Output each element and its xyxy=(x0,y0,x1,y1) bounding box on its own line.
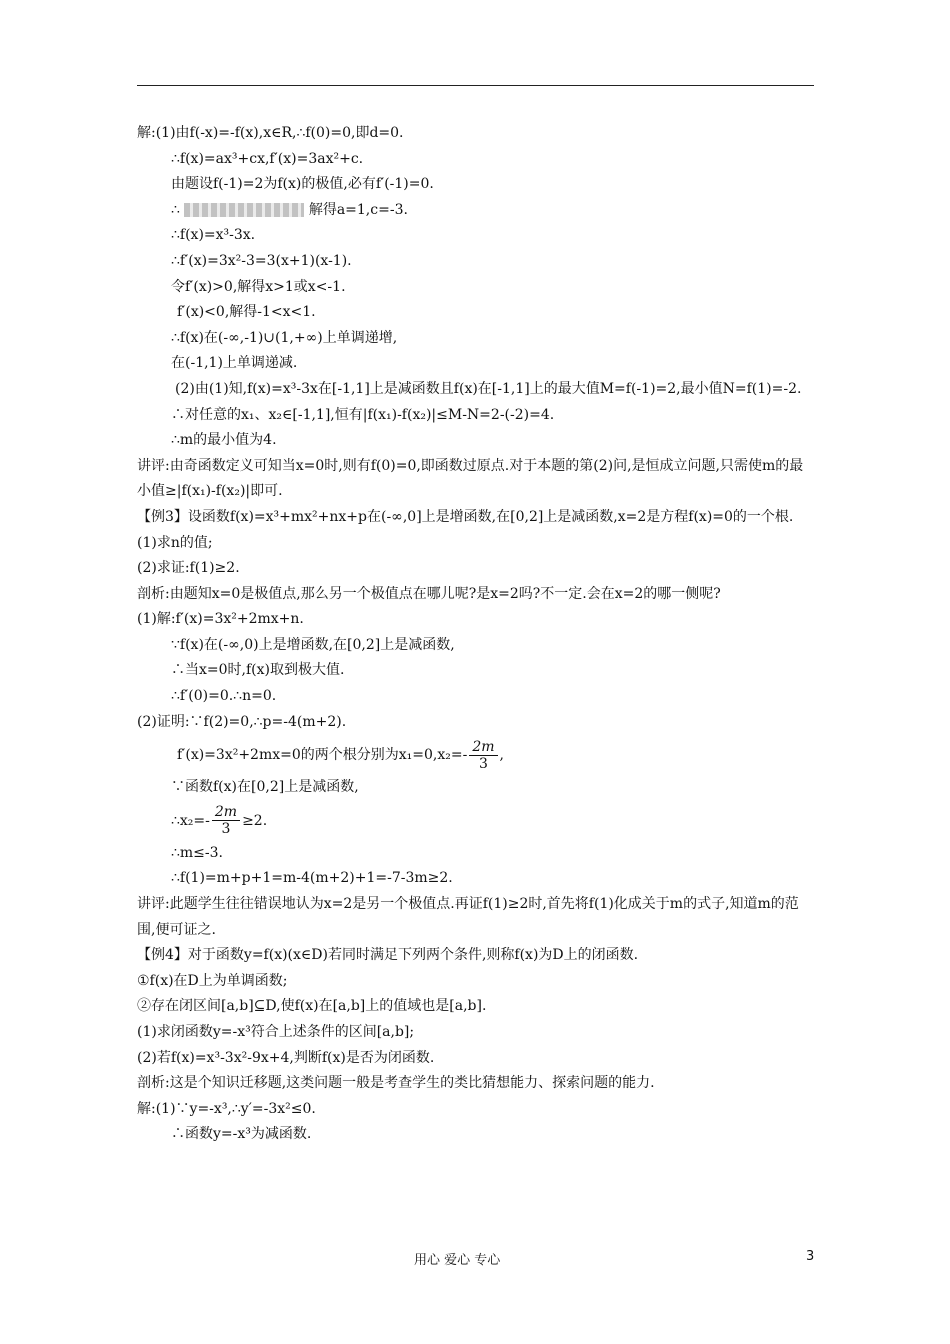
text-line-tail: , xyxy=(499,747,504,764)
text-line: (1)解:f′(x)=3x²+2mx+n. xyxy=(137,611,304,628)
text-line: ∴f(1)=m+p+1=m-4(m+2)+1=-7-3m≥2. xyxy=(171,870,453,887)
comment-paragraph: 讲评:此题学生往往错误地认为x=2是另一个极值点.再证f(1)≥2时,首先将f(1)化成关于m的式子,知道m的范围,便可证之. xyxy=(137,896,799,938)
text-line: (2)若f(x)=x³-3x²-9x+4,判断f(x)是否为闭函数. xyxy=(137,1049,435,1066)
text-line: 解:(1)由f(-x)=-f(x),x∈R,∴f(0)=0,即d=0. xyxy=(137,125,404,141)
header-rule xyxy=(137,85,814,86)
text-line: (1)求n的值; xyxy=(137,534,213,551)
analysis-paragraph: 剖析:这是个知识迁移题,这类问题一般是考查学生的类比猜想能力、探索问题的能力. xyxy=(137,1075,655,1092)
document-body xyxy=(137,121,814,1148)
text-line: ∴m≤-3. xyxy=(171,844,224,861)
fraction-denominator: 3 xyxy=(221,821,231,838)
analysis-paragraph: 剖析:由题知x=0是极值点,那么另一个极值点在哪儿呢?是x=2吗?不一定.会在x=2的哪一侧呢? xyxy=(137,585,721,602)
text-line: ∴对任意的x₁、x₂∈[-1,1],恒有|f(x₁)-f(x₂)|≤M-N=2-(-2)=4. xyxy=(171,406,555,423)
text-line: ∴f(x)在(-∞,-1)∪(1,+∞)上单调递增, xyxy=(171,329,398,346)
text-line xyxy=(137,735,814,775)
text-line: ∴m的最小值为4. xyxy=(171,432,277,449)
text-line: ∵函数f(x)在[0,2]上是减函数, xyxy=(171,779,359,796)
text-line: 在(-1,1)上单调递减. xyxy=(171,355,298,372)
text-line: ∴f′(x)=3x²-3=3(x+1)(x-1). xyxy=(171,252,352,269)
text-line: ①f(x)在D上为单调函数; xyxy=(137,972,288,989)
fraction-numerator: 2m xyxy=(469,739,497,756)
text-line: (1)求闭函数y=-x³符合上述条件的区间[a,b]; xyxy=(137,1024,415,1040)
text-line: (2)证明:∵f(2)=0,∴p=-4(m+2). xyxy=(137,713,347,730)
text-line: ∴f(x)=x³-3x. xyxy=(171,227,256,244)
text-line-head: ∴x₂=- xyxy=(171,812,210,829)
text-line: ∴f(x)=ax³+cx,f′(x)=3ax²+c. xyxy=(171,150,364,167)
example-3-statement: 【例3】设函数f(x)=x³+mx²+nx+p在(-∞,0]上是增函数,在[0,2]上是减函数,x=2是方程f(x)=0的一个根. xyxy=(137,508,794,525)
text-line-head: f′(x)=3x²+2mx=0的两个根分别为x₁=0,x₂=- xyxy=(177,747,468,764)
text-line: f′(x)<0,解得-1<x<1. xyxy=(177,304,316,321)
text-line: ∵f(x)在(-∞,0)上是增函数,在[0,2]上是减函数, xyxy=(171,636,455,653)
equation-system-image xyxy=(184,203,304,217)
text-paragraph: (2)由(1)知,f(x)=x³-3x在[-1,1]上是减函数且f(x)在[-1,1]上的最大值M=f(-1)=2,最小值N=f(1)=-2. xyxy=(175,380,802,397)
fraction-numerator: 2m xyxy=(212,804,240,821)
text-line: ∴f′(0)=0.∴n=0. xyxy=(171,688,277,705)
text-line: ∴函数y=-x³为减函数. xyxy=(171,1126,312,1143)
text-line: (2)求证:f(1)≥2. xyxy=(137,560,240,577)
comment-paragraph: 讲评:由奇函数定义可知当x=0时,则有f(0)=0,即函数过原点.对于本题的第(2)问,是恒成立问题,只需使m的最小值≥|f(x₁)-f(x₂)|即可. xyxy=(137,457,804,500)
text-line: 令f′(x)>0,解得x>1或x<-1. xyxy=(171,278,346,295)
text-line: ②存在闭区间[a,b]⊆D,使f(x)在[a,b]上的值域也是[a,b]. xyxy=(137,998,487,1015)
footer-text: 用心 爱心 专心 xyxy=(414,1253,501,1268)
text-line: ∴当x=0时,f(x)取到极大值. xyxy=(171,662,345,679)
text-line-tail: ≥2. xyxy=(242,812,268,829)
therefore-symbol: ∴ xyxy=(171,201,180,218)
fraction xyxy=(469,739,497,772)
text-line: 由题设f(-1)=2为f(x)的极值,必有f′(-1)=0. xyxy=(171,176,434,193)
fraction xyxy=(212,804,240,837)
fraction-denominator: 3 xyxy=(478,755,488,772)
text-line-tail: 解得a=1,c=-3. xyxy=(308,201,408,218)
example-4-statement: 【例4】对于函数y=f(x)(x∈D)若同时满足下列两个条件,则称f(x)为D上的闭函数. xyxy=(137,947,639,964)
text-line xyxy=(137,198,814,224)
text-line xyxy=(137,801,814,841)
text-line: 解:(1)∵y=-x³,∴y′=-3x²≤0. xyxy=(137,1100,316,1117)
page-number: 3 xyxy=(806,1249,815,1264)
